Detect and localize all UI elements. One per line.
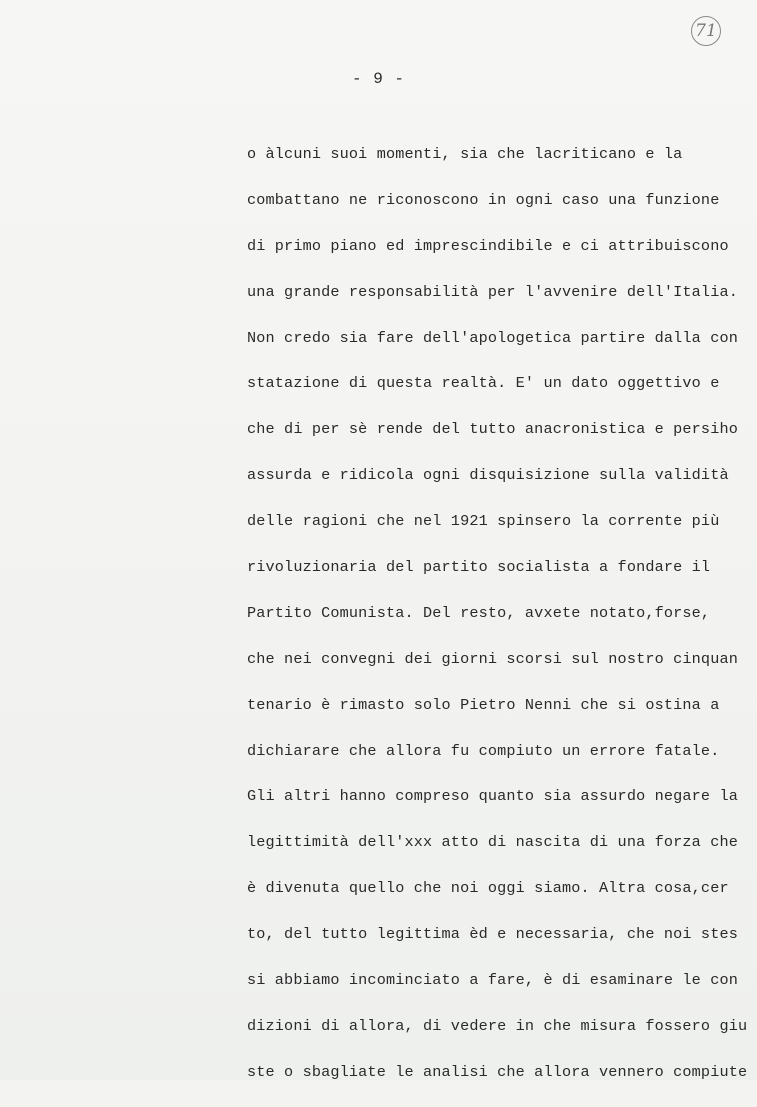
text-line: Non credo sia fare dell'apologetica partire dalla con	[247, 328, 738, 347]
text-line: una grande responsabilità per l'avvenire dell'Italia.	[247, 282, 738, 301]
text-line: statazione di questa realtà. E' un dato oggettivo e	[247, 374, 720, 393]
text-line: che nei convegni dei giorni scorsi sul nostro cinquan	[247, 649, 738, 668]
text-line: legittimità dell'xxx atto di nascita di una forza che	[247, 833, 738, 852]
text-line: dichiarare che allora fu compiuto un errore fatale.	[247, 741, 720, 760]
text-line: rivoluzionaria del partito socialista a fondare il	[247, 558, 711, 577]
text-line: Partito Comunista. Del resto, avxete notato,forse,	[247, 603, 711, 622]
text-line: assurda e ridicola ogni disquisizione sulla validità	[247, 466, 729, 485]
text-line: si abbiamo incominciato a fare, è di esaminare le con	[247, 971, 738, 990]
text-line: Gli altri hanno compreso quanto sia assurdo negare la	[247, 787, 738, 806]
body-text	[247, 143, 747, 1107]
text-line: delle ragioni che nel 1921 spinsero la corrente più	[247, 512, 720, 531]
text-line: combattano ne riconoscono in ogni caso una funzione	[247, 190, 720, 209]
text-line: ste o sbagliate le analisi che allora vennero compiute	[247, 1062, 748, 1081]
folio-number: 71	[695, 21, 717, 41]
page-number: - 9 -	[351, 70, 405, 88]
folio-stamp	[691, 16, 721, 46]
text-line: to, del tutto legittima èd e necessaria, che noi stes	[247, 925, 738, 944]
text-line: dizioni di allora, di vedere in che misura fossero giu	[247, 1016, 748, 1035]
text-line: di primo piano ed imprescindibile e ci attribuiscono	[247, 236, 729, 255]
text-line: è divenuta quello che noi oggi siamo. Altra cosa,cer	[247, 879, 729, 898]
text-line: o àlcuni suoi momenti, sia che lacriticano e la	[247, 145, 683, 163]
text-line: che di per sè rende del tutto anacronistica e persiho	[247, 420, 738, 439]
text-line: tenario è rimasto solo Pietro Nenni che si ostina a	[247, 695, 720, 714]
